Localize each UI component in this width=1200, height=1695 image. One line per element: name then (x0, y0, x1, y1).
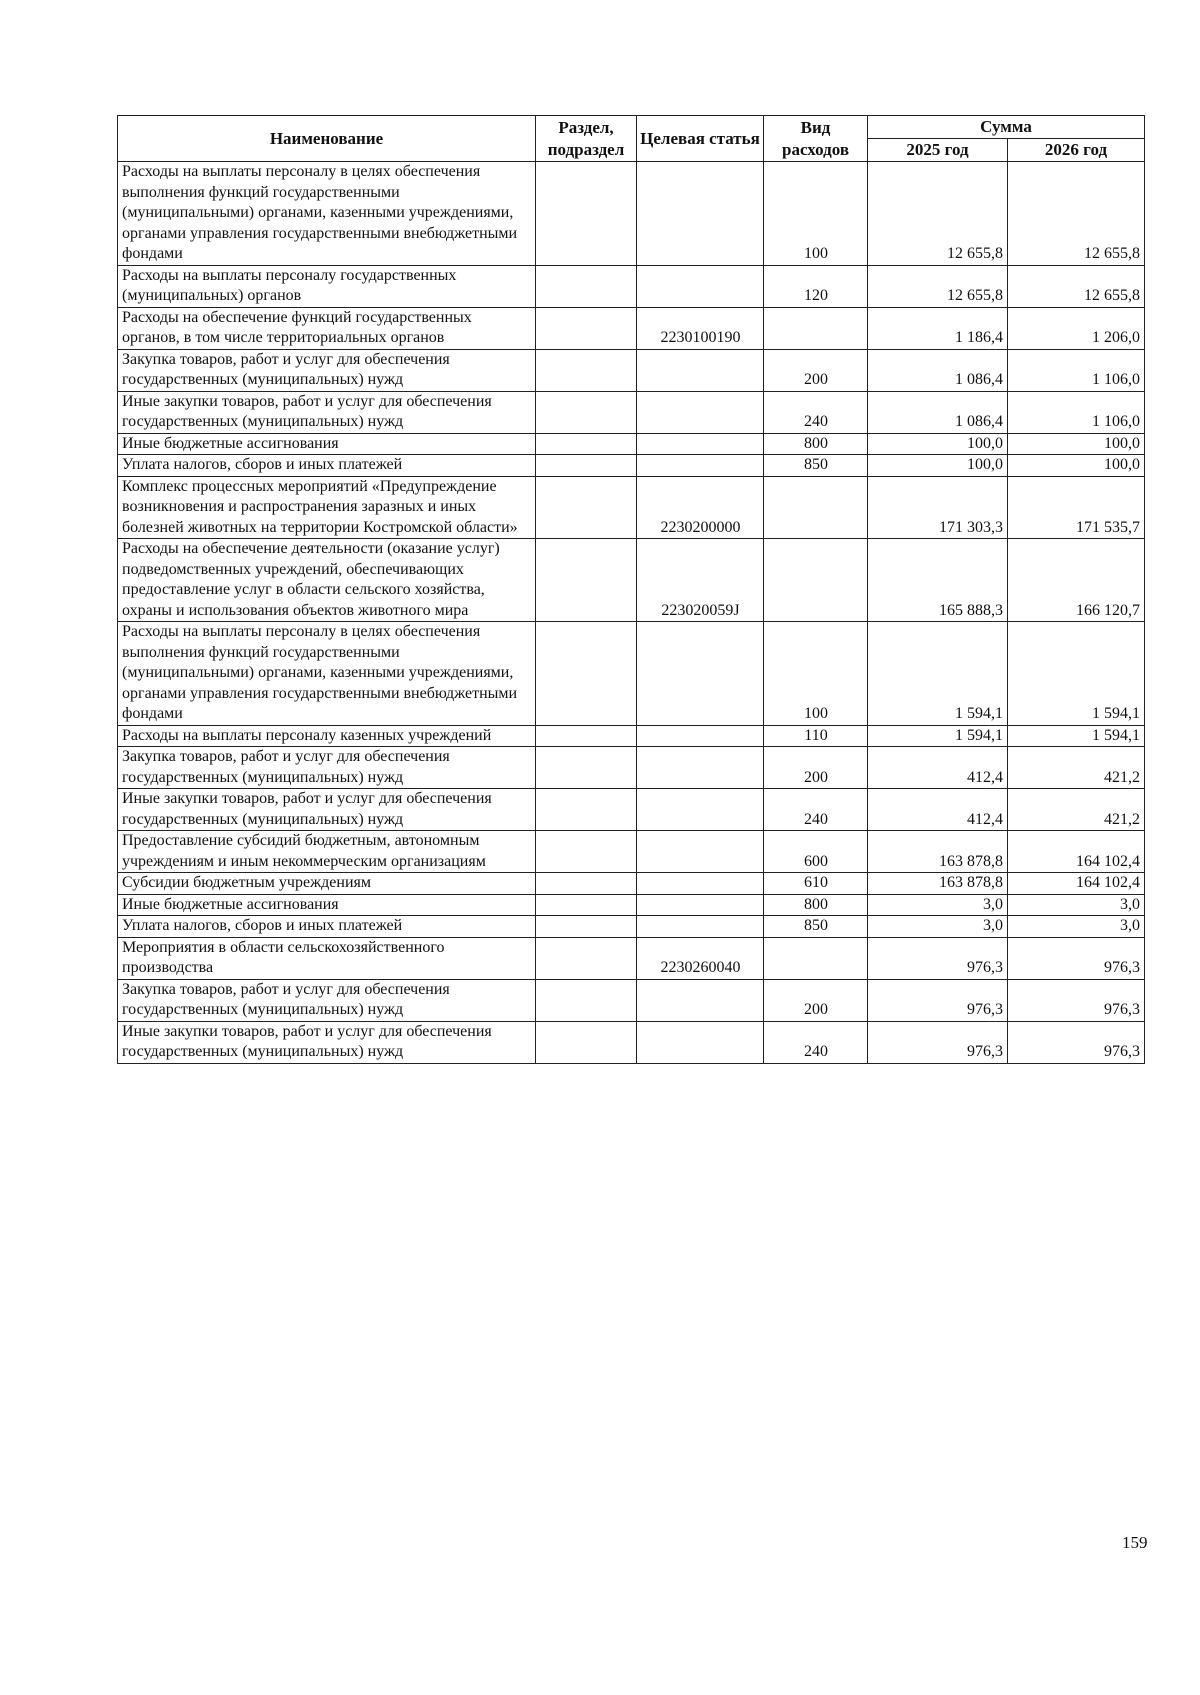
row-target (637, 622, 764, 726)
row-amount-2025: 165 888,3 (868, 539, 1008, 622)
row-name: Расходы на обеспечение функций государственных органов, в том числе территориальных органов (118, 307, 536, 349)
row-name: Закупка товаров, работ и услуг для обеспечения государственных (муниципальных) нужд (118, 349, 536, 391)
row-name: Иные закупки товаров, работ и услуг для обеспечения государственных (муниципальных) нужд (118, 1021, 536, 1063)
row-section (536, 391, 637, 433)
row-target (637, 831, 764, 873)
table-row (118, 539, 1145, 622)
table-row (118, 265, 1145, 307)
row-amount-2026: 421,2 (1008, 789, 1145, 831)
row-section (536, 831, 637, 873)
row-name: Иные бюджетные ассигнования (118, 433, 536, 455)
row-name: Комплекс процессных мероприятий «Предупреждение возникновения и распространения заразных и иных болезней животных на территории Костромской области» (118, 476, 536, 539)
row-target (637, 349, 764, 391)
table-row (118, 831, 1145, 873)
row-expense-type: 850 (764, 916, 868, 938)
header-section: Раздел, подраздел (536, 116, 637, 162)
row-name: Иные бюджетные ассигнования (118, 894, 536, 916)
row-amount-2025: 1 594,1 (868, 622, 1008, 726)
row-name: Уплата налогов, сборов и иных платежей (118, 455, 536, 477)
row-target (637, 1021, 764, 1063)
row-name: Закупка товаров, работ и услуг для обеспечения государственных (муниципальных) нужд (118, 747, 536, 789)
row-expense-type: 800 (764, 433, 868, 455)
row-target (637, 979, 764, 1021)
row-expense-type: 200 (764, 979, 868, 1021)
table-row (118, 937, 1145, 979)
header-expense-type: Вид расходов (764, 116, 868, 162)
row-amount-2026: 164 102,4 (1008, 873, 1145, 895)
row-section (536, 894, 637, 916)
row-amount-2026: 421,2 (1008, 747, 1145, 789)
row-amount-2025: 1 186,4 (868, 307, 1008, 349)
row-name: Иные закупки товаров, работ и услуг для обеспечения государственных (муниципальных) нужд (118, 391, 536, 433)
row-name: Расходы на выплаты персоналу казенных учреждений (118, 725, 536, 747)
row-amount-2026: 976,3 (1008, 1021, 1145, 1063)
table-body (118, 162, 1145, 1064)
row-amount-2025: 12 655,8 (868, 265, 1008, 307)
row-amount-2025: 1 086,4 (868, 391, 1008, 433)
row-amount-2025: 1 594,1 (868, 725, 1008, 747)
row-section (536, 1021, 637, 1063)
row-name: Иные закупки товаров, работ и услуг для обеспечения государственных (муниципальных) нужд (118, 789, 536, 831)
row-target: 2230260040 (637, 937, 764, 979)
row-section (536, 725, 637, 747)
row-amount-2026: 976,3 (1008, 979, 1145, 1021)
table-row (118, 916, 1145, 938)
table-row (118, 747, 1145, 789)
row-expense-type: 100 (764, 622, 868, 726)
table-row (118, 789, 1145, 831)
row-expense-type: 200 (764, 747, 868, 789)
row-expense-type (764, 476, 868, 539)
row-target (637, 725, 764, 747)
row-amount-2025: 171 303,3 (868, 476, 1008, 539)
header-sum: Сумма (868, 116, 1145, 139)
table-row (118, 455, 1145, 477)
row-expense-type: 600 (764, 831, 868, 873)
row-expense-type: 240 (764, 789, 868, 831)
row-name: Предоставление субсидий бюджетным, автономным учреждениям и иным некоммерческим организациям (118, 831, 536, 873)
header-name: Наименование (118, 116, 536, 162)
row-amount-2026: 1 206,0 (1008, 307, 1145, 349)
row-expense-type: 800 (764, 894, 868, 916)
row-amount-2025: 100,0 (868, 455, 1008, 477)
row-expense-type: 240 (764, 391, 868, 433)
row-amount-2025: 412,4 (868, 747, 1008, 789)
row-section (536, 916, 637, 938)
table-row (118, 349, 1145, 391)
row-amount-2025: 163 878,8 (868, 873, 1008, 895)
row-amount-2025: 976,3 (868, 937, 1008, 979)
row-amount-2025: 3,0 (868, 916, 1008, 938)
row-amount-2025: 976,3 (868, 1021, 1008, 1063)
row-amount-2026: 164 102,4 (1008, 831, 1145, 873)
table-row (118, 873, 1145, 895)
row-section (536, 307, 637, 349)
table-row (118, 307, 1145, 349)
row-name: Расходы на выплаты персоналу государственных (муниципальных) органов (118, 265, 536, 307)
row-section (536, 476, 637, 539)
row-target: 2230100190 (637, 307, 764, 349)
row-amount-2026: 1 594,1 (1008, 622, 1145, 726)
table-row (118, 162, 1145, 266)
row-amount-2026: 3,0 (1008, 894, 1145, 916)
row-section (536, 622, 637, 726)
row-amount-2026: 976,3 (1008, 937, 1145, 979)
table-header (118, 116, 1145, 162)
row-amount-2026: 100,0 (1008, 455, 1145, 477)
row-expense-type: 850 (764, 455, 868, 477)
row-amount-2026: 3,0 (1008, 916, 1145, 938)
row-expense-type (764, 539, 868, 622)
row-amount-2026: 1 106,0 (1008, 391, 1145, 433)
row-target: 223020059J (637, 539, 764, 622)
row-expense-type: 200 (764, 349, 868, 391)
row-target (637, 391, 764, 433)
row-amount-2025: 976,3 (868, 979, 1008, 1021)
row-section (536, 979, 637, 1021)
row-name: Расходы на выплаты персоналу в целях обеспечения выполнения функций государственными (муниципальными) органами, казенными учреждениями, органами управления государственными внебюджетными фондами (118, 622, 536, 726)
row-amount-2025: 163 878,8 (868, 831, 1008, 873)
row-name: Уплата налогов, сборов и иных платежей (118, 916, 536, 938)
row-amount-2026: 166 120,7 (1008, 539, 1145, 622)
row-target (637, 433, 764, 455)
row-section (536, 539, 637, 622)
row-name: Мероприятия в области сельскохозяйственного производства (118, 937, 536, 979)
row-section (536, 937, 637, 979)
row-name: Расходы на обеспечение деятельности (оказание услуг) подведомственных учреждений, обеспечивающих предоставление услуг в области сельского хозяйства, охраны и использования объектов животного мира (118, 539, 536, 622)
row-section (536, 162, 637, 266)
row-amount-2026: 171 535,7 (1008, 476, 1145, 539)
budget-table (117, 115, 1145, 1064)
row-target: 2230200000 (637, 476, 764, 539)
row-expense-type: 110 (764, 725, 868, 747)
table-row (118, 391, 1145, 433)
row-amount-2026: 1 594,1 (1008, 725, 1145, 747)
row-amount-2025: 412,4 (868, 789, 1008, 831)
row-expense-type: 610 (764, 873, 868, 895)
row-amount-2025: 3,0 (868, 894, 1008, 916)
header-target: Целевая статья (637, 116, 764, 162)
row-name: Субсидии бюджетным учреждениям (118, 873, 536, 895)
row-name: Расходы на выплаты персоналу в целях обеспечения выполнения функций государственными (муниципальными) органами, казенными учреждениями, органами управления государственными внебюджетными фондами (118, 162, 536, 266)
row-target (637, 894, 764, 916)
row-amount-2026: 12 655,8 (1008, 265, 1145, 307)
row-target (637, 916, 764, 938)
table-row (118, 894, 1145, 916)
row-section (536, 455, 637, 477)
row-amount-2025: 100,0 (868, 433, 1008, 455)
table-row (118, 979, 1145, 1021)
row-target (637, 789, 764, 831)
row-target (637, 265, 764, 307)
table-row (118, 433, 1145, 455)
row-section (536, 433, 637, 455)
row-target (637, 747, 764, 789)
row-target (637, 873, 764, 895)
row-target (637, 162, 764, 266)
row-amount-2025: 1 086,4 (868, 349, 1008, 391)
row-expense-type: 120 (764, 265, 868, 307)
row-section (536, 747, 637, 789)
page-number: 159 (1122, 1533, 1148, 1552)
row-expense-type (764, 937, 868, 979)
table-row (118, 476, 1145, 539)
header-year-2025: 2025 год (868, 139, 1008, 162)
row-target (637, 455, 764, 477)
row-amount-2025: 12 655,8 (868, 162, 1008, 266)
row-expense-type: 240 (764, 1021, 868, 1063)
row-amount-2026: 1 106,0 (1008, 349, 1145, 391)
header-year-2026: 2026 год (1008, 139, 1145, 162)
row-name: Закупка товаров, работ и услуг для обеспечения государственных (муниципальных) нужд (118, 979, 536, 1021)
row-amount-2026: 12 655,8 (1008, 162, 1145, 266)
row-amount-2026: 100,0 (1008, 433, 1145, 455)
row-section (536, 265, 637, 307)
row-section (536, 349, 637, 391)
row-section (536, 789, 637, 831)
row-section (536, 873, 637, 895)
table-row (118, 1021, 1145, 1063)
table-row (118, 725, 1145, 747)
table-row (118, 622, 1145, 726)
row-expense-type: 100 (764, 162, 868, 266)
row-expense-type (764, 307, 868, 349)
